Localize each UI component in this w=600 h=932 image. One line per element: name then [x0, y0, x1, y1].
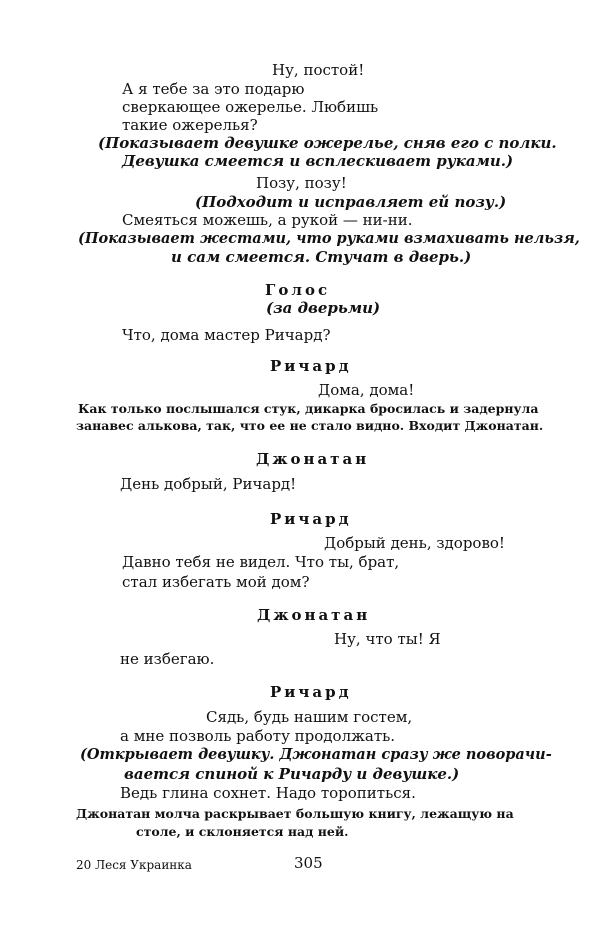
- stage-direction: (Показывает девушке ожерелье, сняв его с полки.: [98, 134, 557, 152]
- verse-line: а мне позволь работу продолжать.: [120, 727, 396, 745]
- stage-direction: вается спиной к Ричарду и девушке.): [124, 765, 460, 783]
- verse-line: Давно тебя не видел. Что ты, брат,: [122, 553, 400, 571]
- verse-line: Дома, дома!: [318, 381, 415, 399]
- stage-direction: (Показывает жестами, что руками взмахивать нельзя,: [78, 230, 580, 247]
- stage-direction: Джонатан молча раскрывает большую книгу, лежащую на: [76, 806, 514, 821]
- verse-line: Сядь, будь нашим гостем,: [206, 708, 413, 726]
- verse-line: А я тебе за это подарю: [122, 80, 305, 98]
- verse-line: День добрый, Ричард!: [120, 475, 297, 493]
- page-number: 305: [294, 854, 323, 872]
- speaker-name: Ричард: [270, 510, 352, 528]
- printer-signature: 20 Леся Украинка: [76, 858, 192, 872]
- speaker-name: Ричард: [270, 357, 352, 375]
- speaker-name: Ричард: [270, 683, 352, 701]
- verse-line: Ведь глина сохнет. Надо торопиться.: [120, 784, 416, 802]
- verse-line: сверкающее ожерелье. Любишь: [122, 98, 379, 116]
- speaker-name: Джонатан: [257, 606, 371, 624]
- stage-direction: столе, и склоняется над ней.: [136, 824, 349, 839]
- verse-line: Ну, что ты! Я: [334, 630, 441, 648]
- verse-line: стал избегать мой дом?: [122, 573, 310, 591]
- stage-direction: (Подходит и исправляет ей позу.): [195, 193, 507, 211]
- stage-direction: (Открывает девушку. Джонатан сразу же поворачи-: [80, 746, 552, 763]
- verse-line: Ну, постой!: [272, 61, 365, 79]
- verse-line: Добрый день, здорово!: [324, 534, 505, 552]
- stage-direction: Девушка смеется и всплескивает руками.): [122, 152, 514, 170]
- speaker-name: Джонатан: [256, 450, 370, 468]
- stage-direction: занавес алькова, так, что ее не стало видно. Входит Джонатан.: [76, 418, 544, 433]
- verse-line: Что, дома мастер Ричард?: [122, 326, 331, 344]
- speaker-name: Голос: [265, 281, 331, 299]
- stage-direction: Как только послышался стук, дикарка бросилась и задернула: [78, 401, 539, 416]
- verse-line: Смеяться можешь, а рукой — ни-ни.: [122, 211, 413, 229]
- verse-line: такие ожерелья?: [122, 116, 258, 134]
- stage-direction: (за дверьми): [266, 299, 381, 317]
- verse-line: Позу, позу!: [256, 174, 347, 192]
- stage-direction: и сам смеется. Стучат в дверь.): [171, 248, 472, 266]
- verse-line: не избегаю.: [120, 650, 215, 668]
